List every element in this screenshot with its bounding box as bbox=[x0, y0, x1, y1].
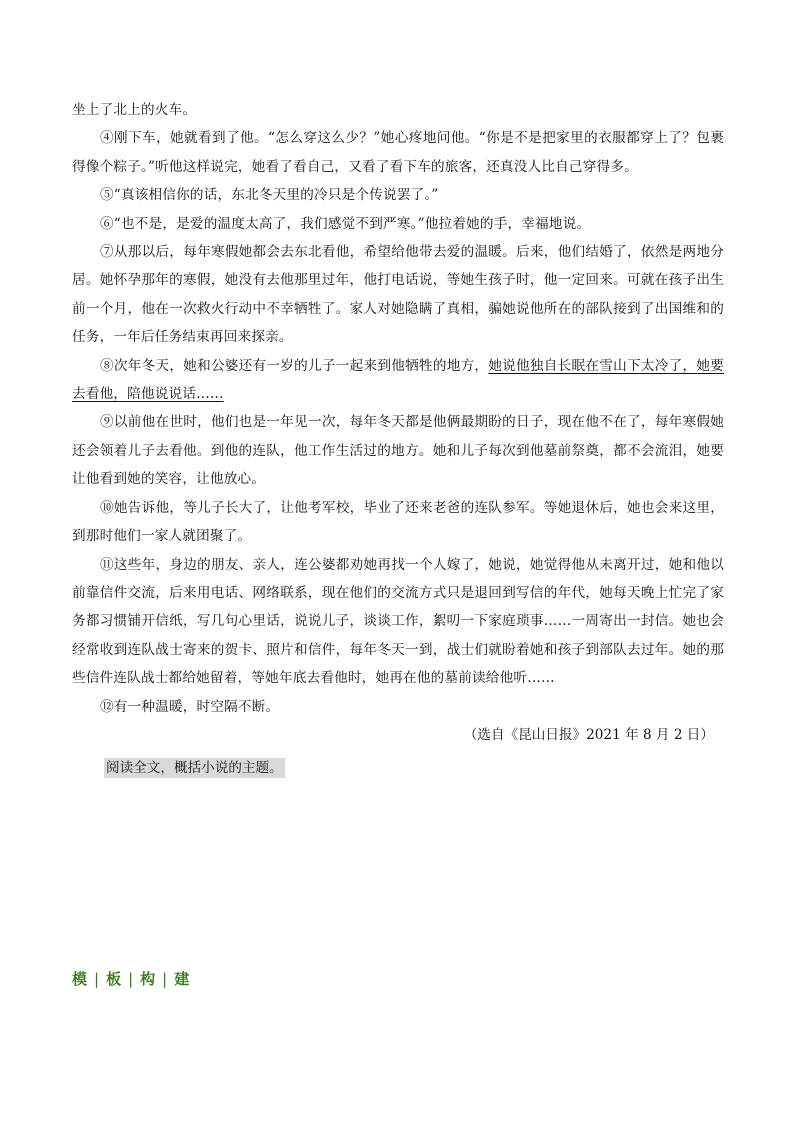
paragraph-6: ⑥“也不是，是爱的温度太高了，我们感觉不到严寒。”他拉着她的手，幸福地说。 bbox=[100, 215, 591, 232]
section-title-separator-3: | bbox=[162, 970, 169, 988]
section-title-separator-1: | bbox=[94, 970, 101, 988]
paragraph-4: ④刚下车，她就看到了他。“怎么穿这么少？”她心疼地问他。“你是不是把家里的衣服都穿上了？包裹得像个粽子。”听他这样说完，她看了看自己，又看了看下车的旅客，还真没人比自己穿得多。 bbox=[72, 130, 724, 175]
paragraph-7: ⑦从那以后，每年寒假她都会去东北看他，希望给他带去爱的温暖。后来，他们结婚了，依然是两地分居。她怀孕那年的寒假，她没有去他那里过年，他打电话说，等她生孩子时，他一定回来。可就在孩子出生前一个月，他在一次救火行动中不幸牺牲了。家人对她隐瞒了真相，骗她说他所在的部队接到了出国维和的任务，一年后任务结束再回来探亲。 bbox=[72, 244, 724, 346]
section-title-char-2: 板 bbox=[106, 970, 123, 988]
paragraph-11: ⑪这些年，身边的朋友、亲人，连公婆都劝她再找一个人嫁了，她说，她觉得他从未离开过，她和他以前靠信件交流，后来用电话、网络联系，现在他们的交流方式只是退回到写信的年代，她每天晚上忙完了家务都习惯铺开信纸，写几句心里话，说说儿子，谈谈工作，絮叨一下家庭琐事……一周寄出一封信。她也会经常收到连队战士寄来的贺卡、照片和信件，每年冬天一到，战士们就盼着她和孩子到部队去过年。她的那些信件连队战士都给她留着，等她年底去看他时，她再在他的墓前读给他听…… bbox=[72, 556, 724, 687]
section-title bbox=[72, 968, 190, 989]
paragraph-8-plain: ⑧次年冬天，她和公婆还有一岁的儿子一起来到他牺牲的地方， bbox=[100, 357, 489, 374]
paragraph-8-underlined: 她说他独自长眠在雪山下太冷了，她要去看他，陪他说说话…… bbox=[72, 357, 724, 403]
article-body bbox=[72, 96, 724, 782]
paragraph-9: ⑨以前他在世时，他们也是一年见一次，每年冬天都是他俩最期盼的日子，现在他不在了，每年寒假她还会领着儿子去看他。到他的连队，他工作生活过的地方。她和儿子每次到他墓前祭奠，都不会流泪，她要让他看到她的笑容，让他放心。 bbox=[72, 414, 724, 488]
section-title-char-4: 建 bbox=[174, 970, 191, 988]
paragraph-12: ⑫有一种温暖，时空隔不断。 bbox=[100, 698, 280, 715]
paragraph-8 bbox=[72, 352, 724, 409]
question-text: 阅读全文，概括小说的主题。 bbox=[106, 760, 283, 777]
section-title-char-3: 构 bbox=[140, 970, 157, 988]
section-title-separator-2: | bbox=[128, 970, 135, 988]
section-title-char-1: 模 bbox=[72, 970, 89, 988]
question-row bbox=[72, 753, 724, 782]
paragraph-10: ⑩她告诉他，等儿子长大了，让他考军校，毕业了还来老爸的连队参军。等她退休后，她也会来这里，到那时他们一家人就团聚了。 bbox=[72, 499, 724, 545]
source-citation: （选自《昆山日报》2021 年 8 月 2 日） bbox=[463, 726, 714, 743]
paragraph-3-end: 坐上了北上的火车。 bbox=[72, 102, 197, 118]
paragraph-5: ⑤“真该相信你的话，东北冬天里的冷只是个传说罢了。” bbox=[100, 187, 439, 204]
